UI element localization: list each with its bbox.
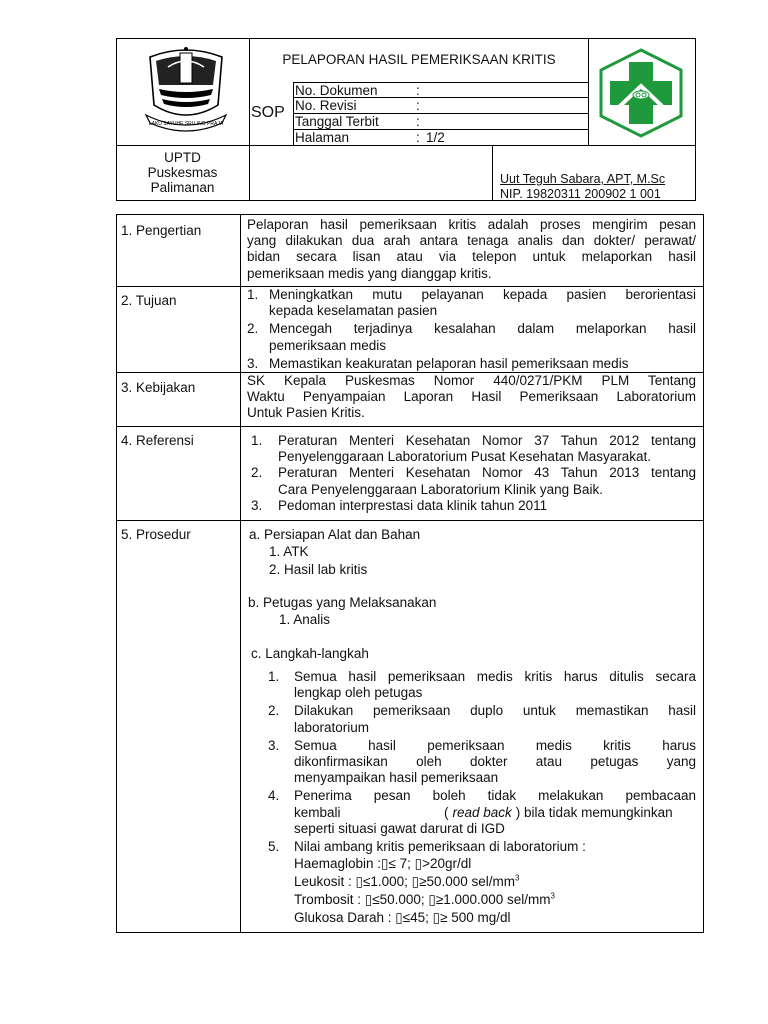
step-item <box>268 703 696 735</box>
step-line: Penerima pesan boleh tidak melakukan pembacaan <box>294 788 696 804</box>
item-line: Cara Penyelenggaraan Laboratorium Klinik yang Baik. <box>278 481 603 497</box>
threshold-unit-exponent: 3 <box>515 873 520 883</box>
regional-emblem-logo <box>140 45 232 133</box>
step-number: 5. <box>268 839 280 855</box>
emblem-motto: LAKU SAYUHE SRU ING PRAJA <box>148 121 224 127</box>
item-line: pemeriksaan medis <box>269 337 387 353</box>
referensi-item <box>251 465 696 497</box>
item-number: 3. <box>247 355 259 371</box>
item-line: Penyelenggaraan Laboratorium Pusat Kesehatan Masyarakat. <box>278 449 651 465</box>
org-line3: Palimanan <box>150 180 215 195</box>
field-value-halaman: 1/2 <box>426 130 445 145</box>
item-number: 1. <box>247 287 259 302</box>
step-line: seperti situasi gawat darurat di IGD <box>294 820 505 836</box>
signer-name: Uut Teguh Sabara, APT, M.Sc <box>500 172 666 186</box>
table-column-divider <box>240 214 241 933</box>
step-number: 3. <box>268 737 280 753</box>
field-sep: : <box>416 83 420 98</box>
kebijakan-line: Untuk Pasien Kritis. <box>247 405 365 421</box>
prosedur-a-title: a. Persiapan Alat dan Bahan <box>249 527 421 542</box>
sop-label: SOP <box>251 104 285 121</box>
step-item <box>268 788 696 837</box>
section-label-kebijakan: 3. Kebijakan <box>121 380 196 395</box>
tujuan-item <box>247 321 696 353</box>
item-number: 1. <box>251 433 263 448</box>
signer-nip: NIP. 19820311 200902 1 001 <box>500 187 661 201</box>
section-label-referensi: 4. Referensi <box>121 433 194 448</box>
step-line: Semua hasil pemeriksaan medis kritis harus <box>294 737 696 753</box>
step-line: menyampaikan hasil pemeriksaan <box>294 770 499 786</box>
pengertian-line: yang dilakukan dua arah antara tenaga analis dan dokter/ perawat/ <box>247 233 696 249</box>
threshold-line <box>294 873 696 891</box>
step-number: 4. <box>268 788 280 804</box>
threshold-text: Leukosit : ▯≤1.000; ▯≥50.000 sel/mm <box>294 874 516 890</box>
threshold-text: Haemaglobin :▯≤ 7; ▯>20gr/dl <box>294 856 472 872</box>
step-line: Semua hasil pemeriksaan medis kritis harus ditulis secara <box>294 669 696 684</box>
step-line: Nilai ambang kritis pemeriksaan di laboratorium : <box>294 839 586 855</box>
step-line <box>294 805 696 821</box>
threshold-line <box>294 909 696 927</box>
row-divider <box>116 426 704 427</box>
item-line: Peraturan Menteri Kesehatan Nomor 43 Tahun 2013 tentang <box>278 465 696 481</box>
step-line: Dilakukan pemeriksaan duplo untuk memastikan hasil <box>294 703 696 719</box>
step-line: lengkap oleh petugas <box>294 685 423 701</box>
threshold-text: Trombosit : ▯≤50.000; ▯≥1.000.000 sel/mm <box>294 892 551 908</box>
threshold-line <box>294 855 696 873</box>
prosedur-b-item: 1. Analis <box>279 612 331 627</box>
steps-list <box>268 669 696 927</box>
step-word: ) bila tidak memungkinkan <box>515 804 673 820</box>
field-label-tanggal: Tanggal Terbit <box>295 114 379 129</box>
kebijakan-line: Waktu Penyampaian Laporan Hasil Pemeriksaan Laboratorium <box>247 389 696 405</box>
field-label-dokumen: No. Dokumen <box>295 83 378 98</box>
tujuan-list <box>247 287 696 372</box>
field-sep: : <box>416 114 420 129</box>
step-paren: ( <box>444 804 449 820</box>
field-sep: : <box>416 98 420 113</box>
item-number: 2. <box>247 321 259 337</box>
step-number: 2. <box>268 703 280 719</box>
kebijakan-line: SK Kepala Puskesmas Nomor 440/0271/PKM PLM Tentang <box>247 373 696 388</box>
prosedur-a-item: 1. ATK <box>269 544 309 559</box>
referensi-list <box>251 433 696 514</box>
header-divider-sign <box>492 145 493 201</box>
item-line: Meningkatkan mutu pelayanan kepada pasien berorientasi <box>269 287 696 302</box>
step-number: 1. <box>268 669 280 684</box>
step-item <box>268 738 696 787</box>
section-label-prosedur: 5. Prosedur <box>121 527 191 542</box>
field-sep: : <box>416 130 420 145</box>
step-item <box>268 839 696 927</box>
threshold-unit-exponent: 3 <box>550 891 555 901</box>
item-number: 2. <box>251 465 263 481</box>
referensi-item <box>251 433 696 465</box>
header-divider-mid <box>116 145 696 146</box>
threshold-line <box>294 891 696 909</box>
item-number: 3. <box>251 497 263 513</box>
section-label-tujuan: 2. Tujuan <box>121 293 177 308</box>
threshold-text: Glukosa Darah : ▯≤45; ▯≥ 500 mg/dl <box>294 910 511 926</box>
pengertian-line: Pelaporan hasil pemeriksaan kritis adalah proses mengirim pesan <box>247 217 696 232</box>
row-divider <box>116 520 704 521</box>
referensi-item <box>251 498 696 514</box>
item-line: Mencegah terjadinya kesalahan dalam melaporkan hasil <box>269 321 696 337</box>
field-label-revisi: No. Revisi <box>295 98 357 113</box>
pengertian-line: bidan secara lisan atau via telepon untuk melaporkan hasil <box>247 249 696 265</box>
field-label-halaman: Halaman <box>295 130 350 145</box>
document-title: PELAPORAN HASIL PEMERIKSAAN KRITIS <box>282 52 556 67</box>
pengertian-line: pemeriksaan medis yang dianggap kritis. <box>247 265 492 281</box>
puskesmas-logo <box>596 48 686 138</box>
pengertian-text <box>247 217 696 282</box>
item-line: Pedoman interprestasi data klinik tahun 2011 <box>278 497 548 513</box>
step-word: kembali <box>294 804 341 820</box>
item-line: Memastikan keakuratan pelaporan hasil pemeriksaan medis <box>269 355 629 371</box>
read-back-term: read back <box>452 804 512 820</box>
org-line2: Puskesmas <box>147 165 218 180</box>
tujuan-item <box>247 287 696 319</box>
prosedur-b-title: b. Petugas yang Melaksanakan <box>248 595 437 610</box>
prosedur-c-title: c. Langkah-langkah <box>251 646 369 661</box>
item-line: kepada keselamatan pasien <box>269 303 438 319</box>
item-line: Peraturan Menteri Kesehatan Nomor 37 Tahun 2012 tentang <box>278 433 696 448</box>
kebijakan-text <box>247 373 696 422</box>
header-divider-right <box>588 38 589 145</box>
step-item <box>268 669 696 701</box>
prosedur-a-item: 2. Hasil lab kritis <box>269 562 368 577</box>
step-line: laboratorium <box>294 719 370 735</box>
section-label-pengertian: 1. Pengertian <box>121 223 202 238</box>
step-line: dikonfirmasikan oleh dokter atau petugas yang <box>294 754 696 770</box>
org-line1: UPTD <box>164 150 201 165</box>
tujuan-item <box>247 356 696 372</box>
